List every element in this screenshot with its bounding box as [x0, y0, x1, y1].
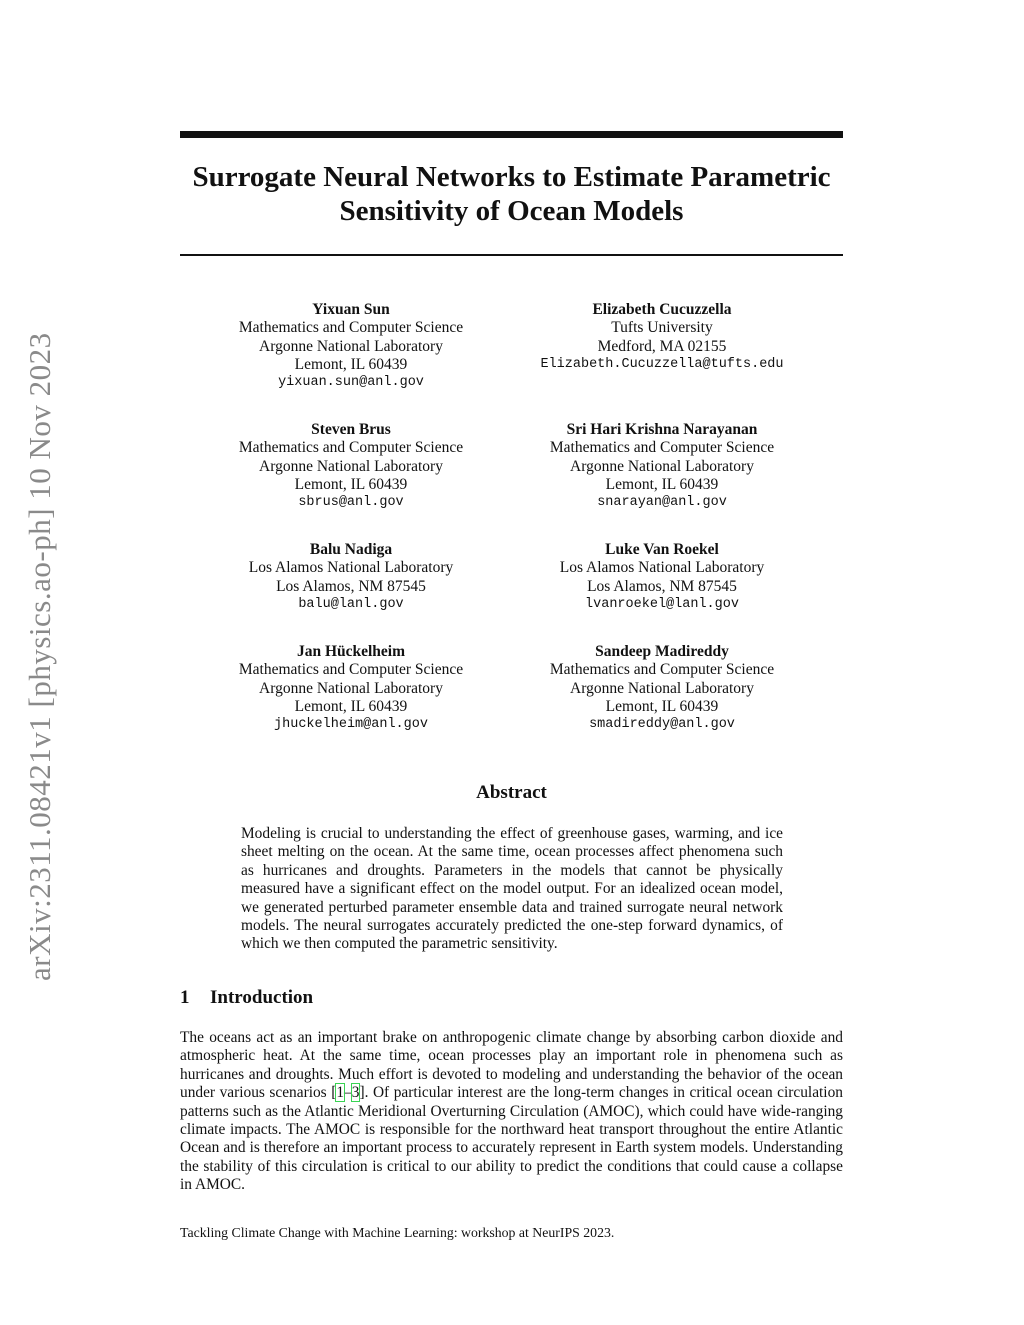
author-block: [502, 421, 822, 512]
abstract-heading: Abstract: [476, 782, 547, 803]
author-affiliation: Argonne National Laboratory: [259, 457, 443, 475]
author-name: Yixuan Sun: [312, 301, 390, 318]
author-affiliation: Mathematics and Computer Science: [549, 661, 775, 679]
author-email[interactable]: snarayan@anl.gov: [597, 495, 727, 511]
author-email[interactable]: yixuan.sun@anl.gov: [278, 375, 424, 391]
author-name: Balu Nadiga: [309, 541, 393, 558]
introduction-paragraph: [180, 1029, 843, 1195]
author-email[interactable]: jhuckelheim@anl.gov: [274, 717, 428, 733]
author-address: Medford, MA 02155: [597, 337, 727, 355]
author-name: Sandeep Madireddy: [595, 643, 729, 660]
abstract-text: Modeling is crucial to understanding the effect of greenhouse gases, warming, and ice sheet melting on the ocean. At the same time, ocean processes affect phenomena such as hurricanes and droughts. Parameters in the models that cannot be physically measured have a significant effect on the model output. For an idealized ocean model, we generated perturbed parameter ensemble data and trained surrogate neural network models. The neural surrogates accurately predicted the one-step forward dynamics, of which we then computed the parametric sensitivity.: [241, 825, 783, 953]
author-block: [191, 421, 511, 512]
author-address: Lemont, IL 60439: [294, 355, 408, 373]
author-block: [191, 643, 511, 734]
paper-title: [180, 160, 843, 228]
author-name: Luke Van Roekel: [605, 541, 719, 558]
citation-link[interactable]: 1: [336, 1084, 345, 1102]
section-number: 1: [180, 987, 190, 1008]
author-block: [191, 301, 511, 392]
author-affiliation: Argonne National Laboratory: [570, 457, 754, 475]
author-name: Jan Hückelheim: [296, 643, 406, 660]
author-affiliation: Argonne National Laboratory: [259, 679, 443, 697]
author-affiliation: Tufts University: [611, 319, 713, 337]
author-email[interactable]: lvanroekel@lanl.gov: [585, 596, 739, 612]
citation-range-separator: –: [344, 1084, 352, 1102]
author-name: Sri Hari Krishna Narayanan: [566, 421, 758, 438]
arxiv-identifier-stamp: arXiv:2311.08421v1 [physics.ao-ph] 10 Nov 2023: [22, 332, 57, 982]
intro-text-part-2: ]. Of particular interest are the long-term changes in critical ocean circulation patterns such as the Atlantic Meridional Overturning Circulation (AMOC), which could have wide-ranging climate impacts. The AMOC is responsible for the northward heat transport throughout the entire Atlantic Ocean and is therefore an important process to accurately represent in Earth system models. Understanding the stability of this circulation is critical to our ability to predict the conditions that could cause a collapse in AMOC.: [180, 1084, 843, 1194]
author-block: [502, 643, 822, 734]
section-heading-introduction: [180, 987, 843, 1009]
author-affiliation: Mathematics and Computer Science: [549, 439, 775, 457]
author-address: Lemont, IL 60439: [294, 475, 408, 493]
author-block: [502, 541, 822, 614]
author-block: [502, 301, 822, 374]
author-block: [191, 541, 511, 614]
author-address: Los Alamos, NM 87545: [276, 577, 426, 595]
title-bottom-rule: [180, 254, 843, 256]
title-line-2: Sensitivity of Ocean Models: [339, 195, 684, 227]
section-title: Introduction: [210, 987, 314, 1008]
author-address: Lemont, IL 60439: [294, 697, 408, 715]
author-name: Elizabeth Cucuzzella: [592, 301, 732, 318]
intro-text-part-1: The oceans act as an important brake on anthropogenic climate change by absorbing carbon dioxide and atmospheric heat. At the same time, ocean processes play an important role in phenomena such as hurricanes and droughts. Much effort is devoted to modeling and understanding the behavior of the ocean under various scenarios [: [180, 1029, 843, 1102]
author-affiliation: Los Alamos National Laboratory: [248, 559, 454, 577]
author-email[interactable]: smadireddy@anl.gov: [589, 717, 735, 733]
author-affiliation: Argonne National Laboratory: [570, 679, 754, 697]
title-line-1: Surrogate Neural Networks to Estimate Parametric: [192, 161, 831, 193]
author-email[interactable]: sbrus@anl.gov: [298, 495, 404, 511]
author-address: Los Alamos, NM 87545: [587, 577, 737, 595]
venue-footnote: Tackling Climate Change with Machine Learning: workshop at NeurIPS 2023.: [180, 1225, 615, 1240]
author-email[interactable]: balu@lanl.gov: [298, 596, 404, 612]
author-affiliation: Los Alamos National Laboratory: [559, 559, 765, 577]
author-affiliation: Mathematics and Computer Science: [238, 661, 464, 679]
citation-link[interactable]: 3: [351, 1084, 360, 1102]
author-affiliation: Mathematics and Computer Science: [238, 439, 464, 457]
author-affiliation: Argonne National Laboratory: [259, 337, 443, 355]
author-address: Lemont, IL 60439: [605, 475, 719, 493]
title-top-rule: [180, 131, 843, 138]
author-name: Steven Brus: [311, 421, 391, 438]
author-affiliation: Mathematics and Computer Science: [238, 319, 464, 337]
author-email[interactable]: Elizabeth.Cucuzzella@tufts.edu: [540, 356, 784, 372]
author-address: Lemont, IL 60439: [605, 697, 719, 715]
